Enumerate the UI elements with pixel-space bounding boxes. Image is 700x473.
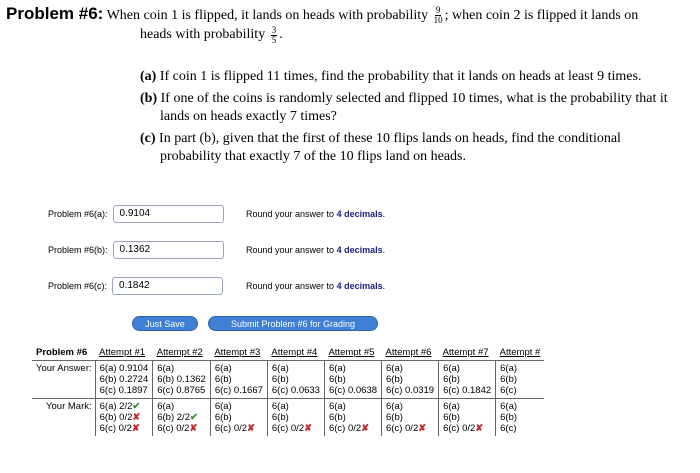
attempt-marks-7: [439, 399, 496, 437]
just-save-button[interactable]: Just Save: [132, 316, 198, 331]
answer-entry: 6(a): [500, 363, 518, 374]
attempt-marks-8: [496, 399, 545, 437]
mark-entry: 6(b): [500, 412, 518, 423]
mark-entry: 6(b) 2/2✔: [157, 412, 198, 423]
attempts-table: [32, 345, 544, 436]
mark-entry: 6(a): [500, 401, 518, 412]
attempt-marks-6: [382, 399, 439, 437]
probability-fraction-2: $\frac{3}{5}$: [271, 24, 277, 45]
answer-entry: 6(c) 0.1897: [99, 385, 148, 396]
mark-entry: 6(a): [443, 401, 460, 412]
mark-entry: 6(a): [271, 401, 289, 412]
answer-entry: 6(c) 0.0633: [271, 385, 320, 396]
cross-icon: ✘: [131, 423, 140, 434]
round-hint-c: Round your answer to 4 decimals.: [246, 281, 386, 291]
problem-parts: [140, 68, 685, 170]
attempt-answers-3: [210, 361, 267, 399]
attempt-link-2[interactable]: Attempt #2: [153, 345, 211, 361]
answer-entry: 6(a): [271, 363, 289, 374]
attempt-answers-6: [382, 361, 439, 399]
your-mark-label: Your Mark:: [32, 399, 95, 437]
answer-row-a: [48, 203, 386, 225]
answer-entry: 6(c) 0.1842: [443, 385, 492, 396]
mark-entry: 6(c) 0/2✘: [157, 423, 198, 434]
attempt-link-5[interactable]: Attempt #5: [324, 345, 381, 361]
answer-entry: 6(c): [500, 385, 517, 396]
part-a: (a) If coin 1 is flipped 11 times, find the probability that it lands on heads at least 9 times.: [140, 69, 642, 84]
problem-title: Problem #6:: [6, 4, 104, 23]
attempt-answers-7: [439, 361, 496, 399]
part-b: (b) If one of the coins is randomly selected and flipped 10 times, what is the probability that it lands on heads exactly 7 times?: [140, 91, 668, 124]
attempt-marks-1: [95, 399, 153, 437]
round-hint-b: Round your answer to 4 decimals.: [246, 245, 386, 255]
attempt-answers-5: [324, 361, 381, 399]
attempt-marks-2: [153, 399, 211, 437]
problem-statement: Problem #6: When coin 1 is flipped, it lands on heads with probability $\frac{9}{10}$ ; when coin 2 is flipped it lands on heads with probability $\frac{3}{5}$ .: [6, 4, 639, 45]
statement-line1-a: When coin 1 is flipped, it lands on heads with probability: [106, 8, 429, 23]
answer-entry: 6(b): [500, 374, 518, 385]
attempt-link-6[interactable]: Attempt #6: [382, 345, 439, 361]
answer-entry: 6(a): [443, 363, 460, 374]
mark-entry: 6(a): [386, 401, 403, 412]
attempt-marks-4: [267, 399, 324, 437]
mark-entry: 6(b): [214, 412, 232, 423]
mark-entry: 6(c) 0/2✘: [271, 423, 313, 434]
part-c: (c) In part (b), given that the first of these 10 flips lands on heads, find the conditional probability that exactly 7 of the 10 flips land on heads.: [140, 131, 621, 164]
mark-entry: 6(b): [386, 412, 403, 423]
answer-entry: 6(c) 0.8765: [157, 385, 206, 396]
cross-icon: ✘: [304, 423, 313, 434]
mark-entry: 6(c) 0/2✘: [214, 423, 256, 434]
answer-entry: 6(b): [214, 374, 232, 385]
probability-fraction-1: $\frac{9}{10}$: [433, 5, 443, 26]
attempt-answers-1: [95, 361, 153, 399]
mark-entry: 6(a): [214, 401, 232, 412]
answer-entry: 6(b): [386, 374, 403, 385]
attempts-header: Problem #6: [32, 345, 95, 361]
mark-entry: 6(b) 0/2✘: [99, 412, 141, 423]
answer-entry: 6(b): [271, 374, 289, 385]
answer-label-b: Problem #6(b):: [48, 245, 108, 255]
answer-entry: 6(a): [328, 363, 346, 374]
answer-entry: 6(b): [328, 374, 346, 385]
attempt-marks-5: [324, 399, 381, 437]
attempt-answers-8: [496, 361, 545, 399]
answer-row-c: [48, 275, 386, 297]
round-hint-a: Round your answer to 4 decimals.: [246, 209, 386, 219]
attempt-link-1[interactable]: Attempt #1: [95, 345, 153, 361]
answer-entry: 6(b): [443, 374, 460, 385]
cross-icon: ✘: [247, 423, 256, 434]
mark-entry: 6(b): [443, 412, 460, 423]
attempt-answers-2: [153, 361, 211, 399]
answer-entry: 6(a): [214, 363, 232, 374]
mark-entry: 6(b): [271, 412, 289, 423]
check-icon: ✔: [132, 401, 141, 412]
answer-entry: 6(a): [386, 363, 403, 374]
answer-entry: 6(b) 0.2724: [99, 374, 149, 385]
answer-entry: 6(a): [157, 363, 175, 374]
mark-entry: 6(c) 0/2✘: [443, 423, 484, 434]
attempt-link-7[interactable]: Attempt #7: [439, 345, 496, 361]
cross-icon: ✘: [475, 423, 484, 434]
answer-entry: 6(c) 0.1667: [214, 385, 263, 396]
cross-icon: ✘: [189, 423, 198, 434]
answer-entry: 6(a) 0.9104: [99, 363, 149, 374]
answer-input-b[interactable]: 0.1362: [113, 241, 224, 259]
answer-label-c: Problem #6(c):: [48, 281, 108, 291]
cross-icon: ✘: [361, 423, 370, 434]
statement-line1-b: ; when coin 2 is flipped it lands on: [444, 8, 639, 23]
answer-label-a: Problem #6(a):: [48, 209, 108, 219]
answer-entry: 6(c) 0.0638: [328, 385, 378, 396]
answer-input-c[interactable]: 0.1842: [112, 277, 223, 295]
submit-grading-button[interactable]: Submit Problem #6 for Grading: [208, 316, 378, 331]
your-answer-label: Your Answer:: [36, 363, 92, 374]
answer-entry: 6(c) 0.0319: [386, 385, 435, 396]
attempt-answers-4: [267, 361, 324, 399]
mark-entry: 6(c) 0/2✘: [386, 423, 427, 434]
mark-entry: 6(a) 2/2✔: [99, 401, 141, 412]
check-icon: ✔: [189, 412, 198, 423]
statement-line2-a: heads with probability: [140, 27, 266, 43]
attempt-link-4[interactable]: Attempt #4: [267, 345, 324, 361]
mark-entry: 6(a): [157, 401, 175, 412]
mark-entry: 6(c): [500, 423, 517, 434]
mark-entry: 6(a): [328, 401, 346, 412]
cross-icon: ✘: [418, 423, 427, 434]
answer-row-b: [48, 239, 386, 261]
attempt-marks-3: [210, 399, 267, 437]
answer-entry: 6(b) 0.1362: [157, 374, 206, 385]
attempt-link-8[interactable]: Attempt #: [496, 345, 545, 361]
mark-entry: 6(c) 0/2✘: [99, 423, 140, 434]
mark-entry: 6(c) 0/2✘: [328, 423, 370, 434]
cross-icon: ✘: [132, 412, 141, 423]
answer-input-a[interactable]: 0.9104: [113, 205, 224, 223]
mark-entry: 6(b): [328, 412, 346, 423]
attempt-link-3[interactable]: Attempt #3: [210, 345, 267, 361]
